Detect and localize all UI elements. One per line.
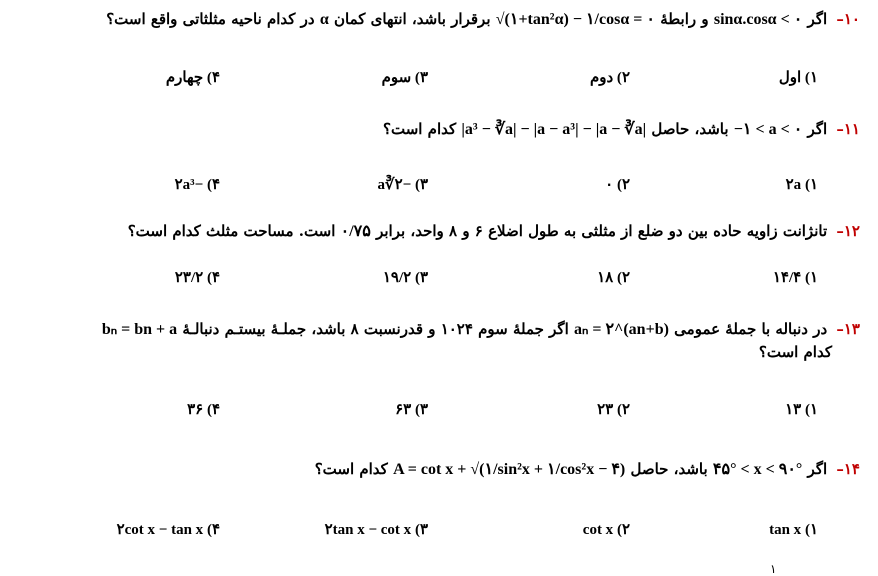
condition-math: −۱ < a < ۰ [733, 121, 803, 138]
option-3[interactable]: ۳) ۶۳ [395, 402, 428, 418]
option-1[interactable]: ۱) اول [778, 70, 818, 86]
option-2[interactable]: ۲) ۱۸ [597, 270, 630, 286]
option-2[interactable]: ۲) cot x [582, 522, 630, 538]
question-11-options [18, 175, 860, 197]
stem-text: کدام است؟ [383, 120, 457, 138]
question-10-options [18, 68, 860, 90]
option-4[interactable]: ۴) چهارم [165, 70, 220, 86]
question-number: ۱۳– [836, 320, 860, 338]
question-10 [18, 8, 860, 31]
value-math: ۰/۷۵ [340, 223, 371, 240]
question-number: ۱۰– [836, 10, 860, 28]
relation-math: √(۱+tan²α) − ۱/cosα = ۰ [495, 11, 655, 28]
stem-text: اگر جملهٔ سوم ۱۰۲۴ و قدرنسبت ۸ باشد، جملـهٔ بیستـم دنبالـهٔ [182, 320, 569, 338]
stem-text: کدام است؟ [314, 460, 388, 478]
stem-text: است. مساحت مثلث کدام است؟ [127, 222, 336, 240]
stem-text: در کدام ناحیه مثلثاتی واقع است؟ [106, 10, 315, 28]
option-2[interactable]: ۲) ۰ [605, 177, 630, 193]
question-number: ۱۲– [836, 222, 860, 240]
stem-text: اگر [807, 460, 828, 478]
stem-text: در دنباله با جملهٔ عمومی [674, 320, 828, 338]
question-12 [18, 220, 860, 243]
question-number: ۱۱– [836, 120, 860, 138]
question-13-stem-line2 [18, 341, 860, 363]
option-3[interactable]: ۳) سوم [381, 70, 428, 86]
option-4[interactable]: ۴) −۲a³ [174, 177, 220, 193]
stem-text: و رابطهٔ [660, 10, 709, 28]
question-11 [18, 118, 860, 141]
stem-text: تانژانت زاویه حاده بین دو ضلع از مثلثی به طول اضلاع ۶ و ۸ واحد، برابر [376, 222, 828, 240]
question-12-stem [18, 220, 860, 243]
bn-formula: bₙ = bn + a [101, 321, 178, 338]
option-4[interactable]: ۴) ۲cot x − tan x [116, 522, 220, 538]
question-14-options [18, 520, 860, 542]
option-4[interactable]: ۴) ۲۳/۲ [174, 270, 220, 286]
question-13-stem [18, 318, 860, 341]
question-13 [18, 318, 860, 363]
option-2[interactable]: ۲) ۲۳ [597, 402, 630, 418]
stem-text: اگر [807, 120, 828, 138]
option-3[interactable]: ۳) −۲∛a [377, 177, 428, 193]
option-3[interactable]: ۳) ۲tan x − cot x [324, 522, 428, 538]
stem-text: باشد، حاصل [651, 120, 729, 138]
stem-text: اگر [807, 10, 828, 28]
question-13-options [18, 400, 860, 422]
option-4[interactable]: ۴) ۳۶ [187, 402, 220, 418]
option-1[interactable]: ۱) ۱۳ [785, 402, 818, 418]
alpha-symbol: α [319, 11, 329, 28]
option-2[interactable]: ۲) دوم [589, 70, 630, 86]
question-11-stem [18, 118, 860, 141]
question-14-stem [18, 458, 860, 481]
question-10-stem [18, 8, 860, 31]
question-12-options [18, 268, 860, 290]
expression-math: A = cot x + √(۱/sin²x + ۱/cos²x − ۴) [393, 461, 626, 478]
stem-text: باشد، حاصل [630, 460, 708, 478]
condition-math: ۴۵° < x < ۹۰° [712, 461, 803, 478]
stem-text: برقرار باشد، انتهای کمان [334, 10, 491, 28]
option-1[interactable]: ۱) ۲a [785, 177, 818, 193]
page-footer-mark: ۱ [770, 562, 777, 576]
option-1[interactable]: ۱) tan x [769, 522, 818, 538]
expression-math: |a³ − ∛a| − |a − a³| − |a − ∛a| [461, 121, 647, 138]
option-1[interactable]: ۱) ۱۴/۴ [772, 270, 818, 286]
an-formula: aₙ = ۲^(an+b) [573, 321, 669, 338]
condition-math: sinα.cosα < ۰ [713, 11, 803, 28]
question-number: ۱۴– [836, 460, 860, 478]
stem-text: کدام است؟ [758, 343, 832, 361]
option-3[interactable]: ۳) ۱۹/۲ [382, 270, 428, 286]
question-14 [18, 458, 860, 481]
